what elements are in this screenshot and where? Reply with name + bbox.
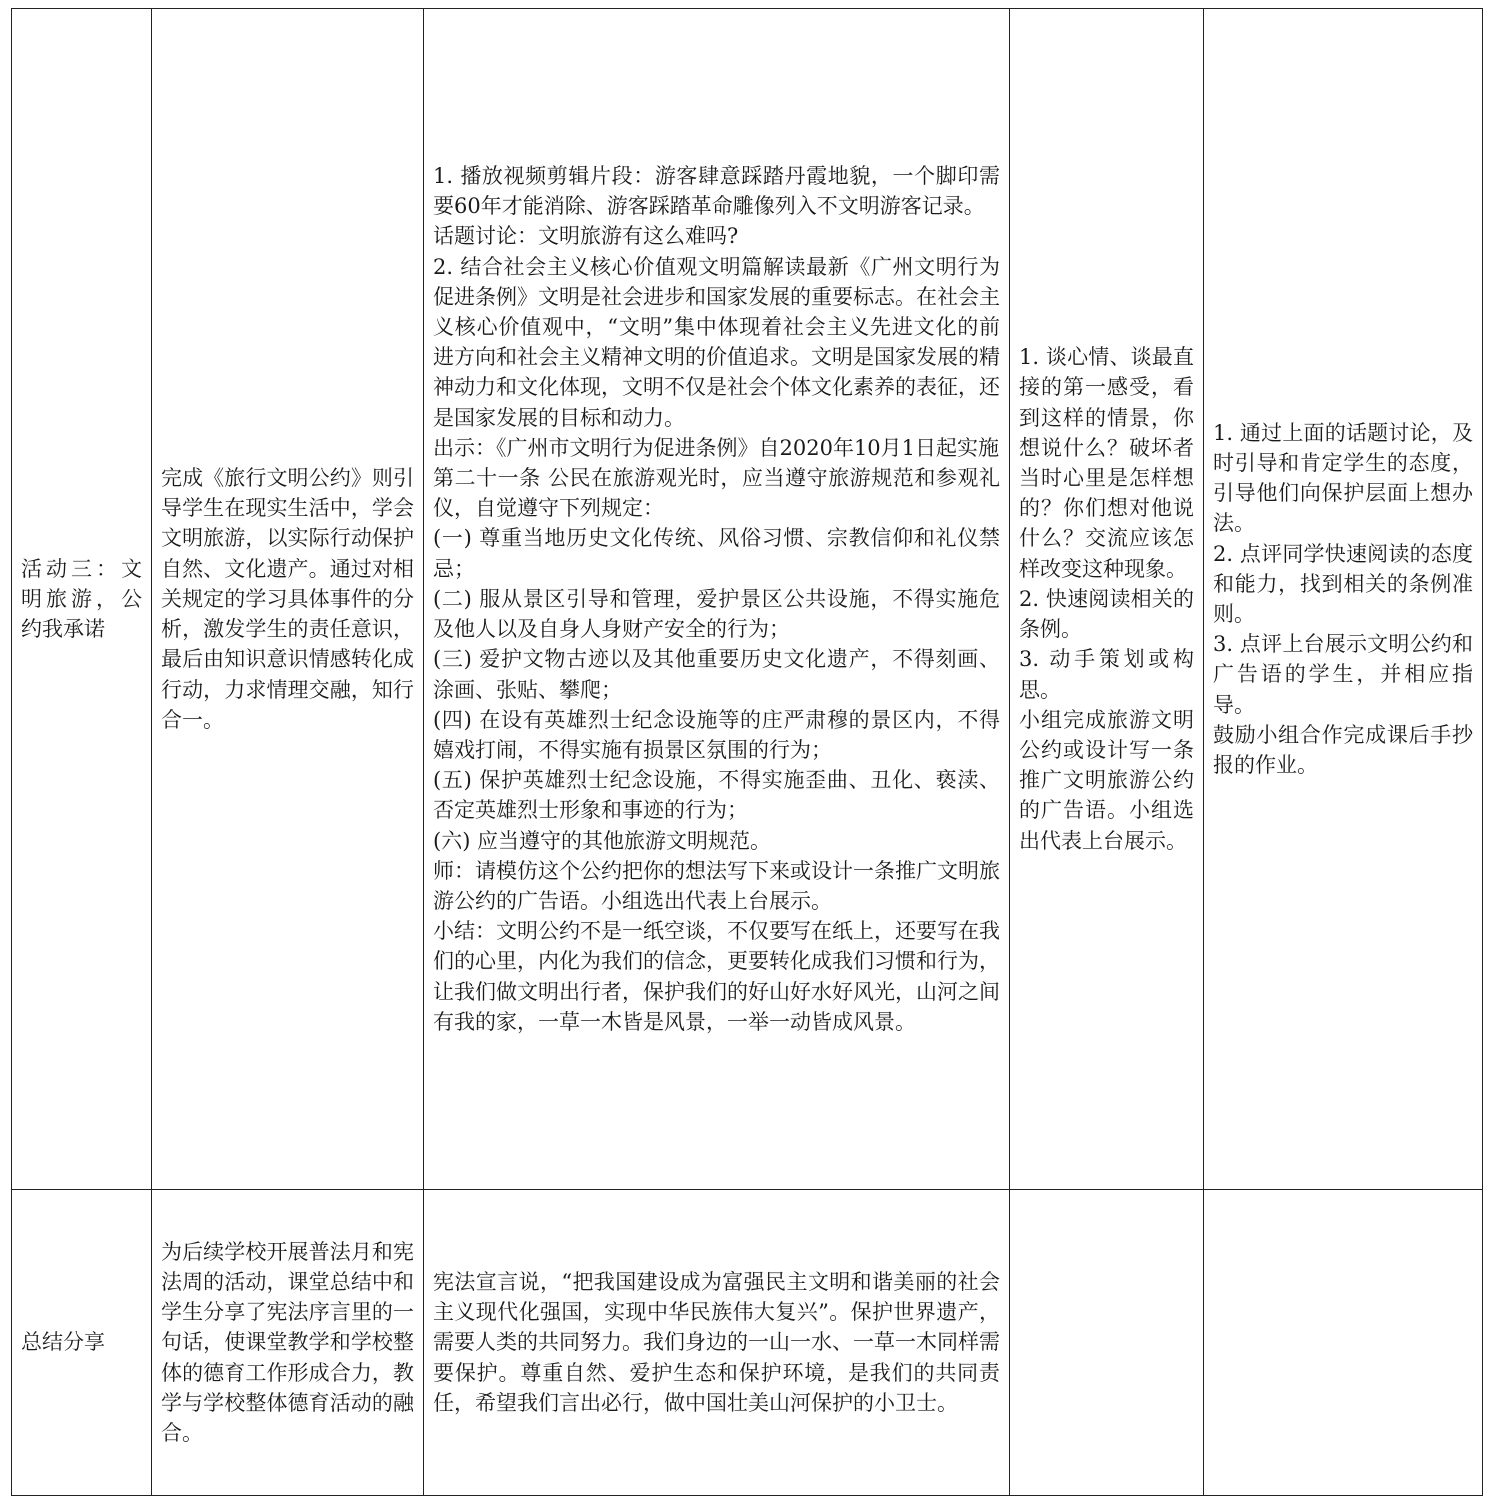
student-activity-cell: [1010, 9, 1204, 1190]
content-paragraph: 出示：《广州市文明行为促进条例》自2020年10月1日起实施: [433, 435, 1000, 460]
student-paragraph: 3. 动手策划或构思。: [1019, 647, 1194, 702]
teacher-paragraph: 3. 点评上台展示文明公约和广告语的学生，并相应指导。: [1213, 632, 1473, 717]
content-paragraph: 2. 结合社会主义核心价值观文明篇解读最新《广州文明行为促进条例》文明是社会进步和国家发展的重要标志。在社会主义核心价值观中，“文明”集中体现着社会主义先进文化的前进方向和社会主义精神文明的价值追求。文明是国家发展的精神动力和文化体现，文明不仅是社会个体文化素养的表征，还是国家发展的目标和动力。: [433, 254, 1000, 430]
stage-cell: [12, 1190, 152, 1496]
student-paragraph: 2. 快速阅读相关的条例。: [1019, 586, 1194, 642]
table-row: [12, 9, 1483, 1190]
content-paragraph: 第二十一条 公民在旅游观光时，应当遵守旅游规范和参观礼仪，自觉遵守下列规定：: [433, 466, 1000, 521]
content-paragraph: 话题讨论：文明旅游有这么难吗?: [433, 224, 739, 249]
content-cell: [424, 9, 1010, 1190]
content-paragraph: (四) 在设有英雄烈士纪念设施等的庄严肃穆的景区内，不得嬉戏打闹，不得实施有损景区氛围的行为；: [433, 707, 1000, 762]
content-cell: [424, 1190, 1010, 1496]
table-row: [12, 1190, 1483, 1496]
teacher-paragraph: 2. 点评同学快速阅读的态度和能力，找到相关的条例准则。: [1213, 541, 1473, 626]
teacher-paragraph: 鼓励小组合作完成课后手抄报的作业。: [1213, 722, 1473, 778]
content-paragraph: (六) 应当遵守的其他旅游文明规范。: [433, 828, 772, 853]
goal-text: 为后续学校开展普法月和宪法周的活动，课堂总结中和学生分享了宪法序言里的一句话，使课堂教学和学校整体的德育工作形成合力，教学与学校整体德育活动的融合。: [161, 1239, 414, 1445]
teacher-activity-cell: [1204, 1190, 1483, 1496]
goal-cell: [152, 1190, 424, 1496]
goal-text: 完成《旅行文明公约》则引导学生在现实生活中，学会文明旅游，以实际行动保护自然、文化遗产。通过对相关规定的学习具体事件的分析，激发学生的责任意识，最后由知识意识情感转化成行动，力求情理交融，知行合一。: [161, 466, 414, 732]
lesson-plan-table: [11, 8, 1483, 1496]
content-paragraph: 1. 播放视频剪辑片段：游客肆意踩踏丹霞地貌，一个脚印需要60年才能消除、游客踩踏革命雕像列入不文明游客记录。: [433, 164, 1000, 219]
content-paragraph: (五) 保护英雄烈士纪念设施，不得实施歪曲、丑化、亵渎、否定英雄烈士形象和事迹的行为；: [433, 768, 1000, 823]
student-paragraph: 1. 谈心情、谈最直接的第一感受，看到这样的情景，你想说什么？破坏者当时心里是怎样想的？你们想对他说什么？交流应该怎样改变这种现象。: [1019, 345, 1194, 581]
student-activity-cell: [1010, 1190, 1204, 1496]
stage-title: 活动三：文明旅游，公约我承诺: [21, 556, 142, 642]
content-paragraph: (二) 服从景区引导和管理，爱护景区公共设施，不得实施危及他人以及自身人身财产安全的行为；: [433, 586, 1000, 642]
goal-cell: [152, 9, 424, 1190]
content-paragraph: (一) 尊重当地历史文化传统、风俗习惯、宗教信仰和礼仪禁忌；: [433, 526, 1000, 581]
content-paragraph: 小结：文明公约不是一纸空谈，不仅要写在纸上，还要写在我们的心里，内化为我们的信念，更要转化成我们习惯和行为，让我们做文明出行者，保护我们的好山好水好风光，山河之间有我的家，一草一木皆是风景，一举一动皆成风景。: [433, 919, 1000, 1034]
content-paragraph: 宪法宣言说，“把我国建设成为富强民主文明和谐美丽的社会主义现代化强国，实现中华民族伟大复兴”。保护世界遗产，需要人类的共同努力。我们身边的一山一水、一草一木同样需要保护。尊重自然、爱护生态和保护环境，是我们的共同责任，希望我们言出必行，做中国壮美山河保护的小卫士。: [433, 1269, 1000, 1415]
teacher-paragraph: 1. 通过上面的话题讨论，及时引导和肯定学生的态度，引导他们向保护层面上想办法。: [1213, 420, 1473, 536]
teacher-activity-cell: [1204, 9, 1483, 1190]
stage-title: 总结分享: [21, 1330, 105, 1355]
stage-cell: [12, 9, 152, 1190]
content-paragraph: 师：请模仿这个公约把你的想法写下来或设计一条推广文明旅游公约的广告语。小组选出代表上台展示。: [433, 858, 1000, 913]
content-paragraph: (三) 爱护文物古迹以及其他重要历史文化遗产，不得刻画、涂画、张贴、攀爬；: [433, 647, 1000, 702]
student-paragraph: 小组完成旅游文明公约或设计写一条推广文明旅游公约的广告语。小组选出代表上台展示。: [1019, 707, 1194, 853]
